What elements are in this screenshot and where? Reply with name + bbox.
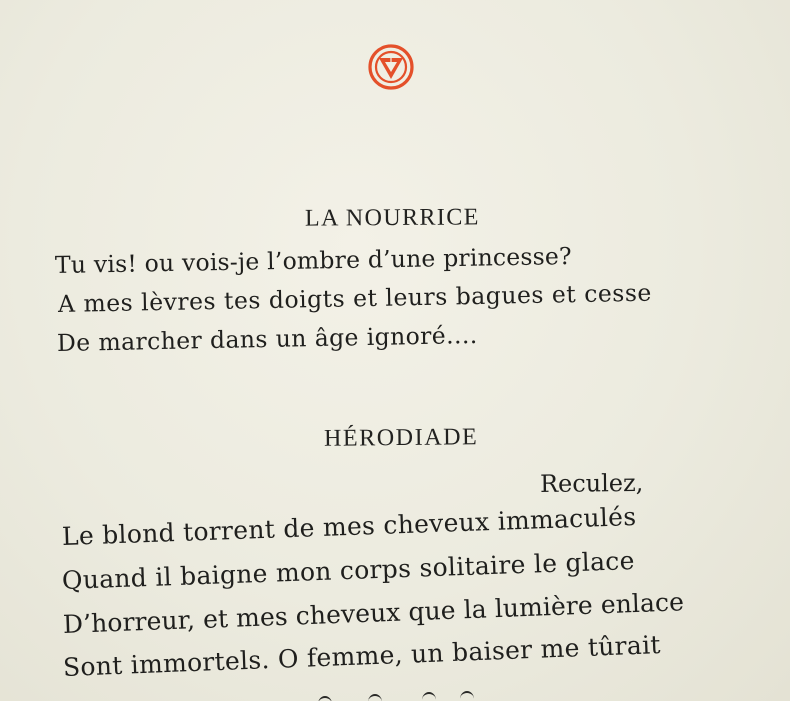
speaker-heading-nourrice: LA NOURRICE bbox=[304, 204, 480, 232]
speaker-heading-herodiade: HÉRODIADE bbox=[323, 424, 479, 452]
verse-line: Tu vis! ou vois-je l’ombre d’une princesse? bbox=[54, 241, 573, 279]
verse-line: Sont immortels. O femme, un baiser me tûrait bbox=[62, 630, 662, 682]
triangle-in-circle-emblem-icon bbox=[367, 43, 415, 91]
verse-line: Quand il baigne mon corps solitaire le glace bbox=[61, 546, 636, 595]
verse-line: A mes lèvres tes doigts et leurs bagues et cesse bbox=[57, 278, 653, 318]
verse-line: Le blond torrent de mes cheveux immaculés bbox=[61, 501, 637, 551]
verse-reply: Reculez, bbox=[539, 468, 644, 498]
cut-off-next-line bbox=[310, 690, 490, 701]
verse-line: D’horreur, et mes cheveux que la lumière enlace bbox=[62, 587, 685, 639]
verse-line: De marcher dans un âge ignoré.... bbox=[56, 320, 478, 357]
